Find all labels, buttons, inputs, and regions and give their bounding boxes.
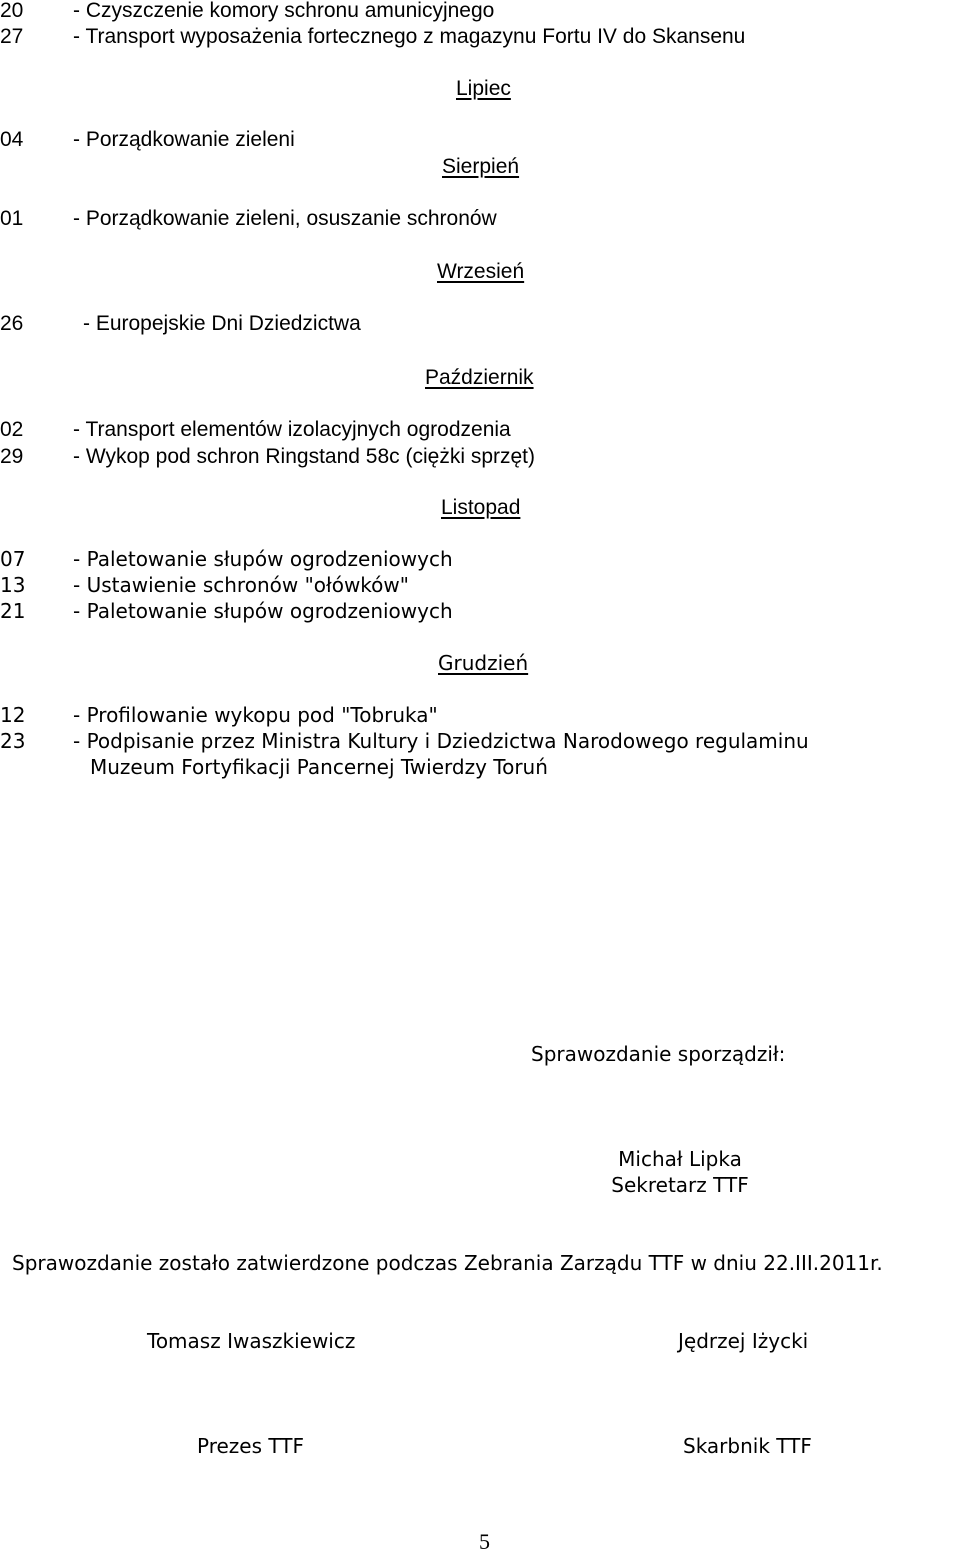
- entry-text: - Europejskie Dni Dziedzictwa: [83, 312, 361, 335]
- entry-day: 26: [0, 312, 24, 335]
- entry-text: - Transport wyposażenia fortecznego z magazynu Fortu IV do Skansenu: [73, 25, 746, 48]
- entry-day: 23: [0, 729, 26, 753]
- entry-day: 02: [0, 418, 24, 441]
- entry-day: 27: [0, 25, 24, 48]
- entry-text: - Ustawienie schronów "ołówków": [73, 573, 409, 597]
- signatory-role: Skarbnik TTF: [683, 1434, 812, 1458]
- month-heading-grudzien: Grudzień: [438, 651, 529, 675]
- month-heading-pazdziernik: Październik: [425, 366, 534, 389]
- entry-day: 29: [0, 445, 24, 468]
- prepared-by-label: Sprawozdanie sporządził:: [531, 1042, 786, 1066]
- entry-text: - Transport elementów izolacyjnych ogrodzenia: [73, 418, 511, 441]
- month-heading-lipiec: Lipiec: [456, 77, 511, 100]
- entry-text: - Paletowanie słupów ogrodzeniowych: [73, 547, 453, 571]
- entry-day: 04: [0, 128, 24, 151]
- entry-text: - Podpisanie przez Ministra Kultury i Dziedzictwa Narodowego regulaminu: [73, 729, 809, 753]
- signatory-name: Tomasz Iwaszkiewicz: [147, 1329, 356, 1353]
- author-name: Michał Lipka: [618, 1147, 742, 1171]
- entry-text: - Paletowanie słupów ogrodzeniowych: [73, 599, 453, 623]
- entry-day: 12: [0, 703, 26, 727]
- entry-text: - Wykop pod schron Ringstand 58c (ciężki sprzęt): [73, 445, 535, 468]
- month-heading-listopad: Listopad: [441, 496, 521, 519]
- signatory-name: Jędrzej Iżycki: [678, 1329, 809, 1353]
- entry-text: - Czyszczenie komory schronu amunicyjnego: [73, 0, 495, 22]
- entry-text: - Profilowanie wykopu pod "Tobruka": [73, 703, 438, 727]
- author-role: Sekretarz TTF: [611, 1173, 749, 1197]
- approval-note: Sprawozdanie zostało zatwierdzone podczas Zebrania Zarządu TTF w dniu 22.III.2011r.: [12, 1251, 883, 1275]
- signatory-role: Prezes TTF: [197, 1434, 304, 1458]
- entry-text: - Porządkowanie zieleni: [73, 128, 295, 151]
- page-number: 5: [479, 1529, 490, 1554]
- entry-day: 21: [0, 599, 26, 623]
- entry-day: 13: [0, 573, 26, 597]
- month-heading-wrzesien: Wrzesień: [437, 260, 525, 283]
- entry-day: 07: [0, 547, 26, 571]
- month-heading-sierpien: Sierpień: [442, 155, 520, 178]
- entry-text-continuation: Muzeum Fortyfikacji Pancernej Twierdzy Toruń: [90, 755, 548, 779]
- entry-day: 01: [0, 207, 24, 230]
- entry-text: - Porządkowanie zieleni, osuszanie schronów: [73, 207, 497, 230]
- entry-day: 20: [0, 0, 24, 22]
